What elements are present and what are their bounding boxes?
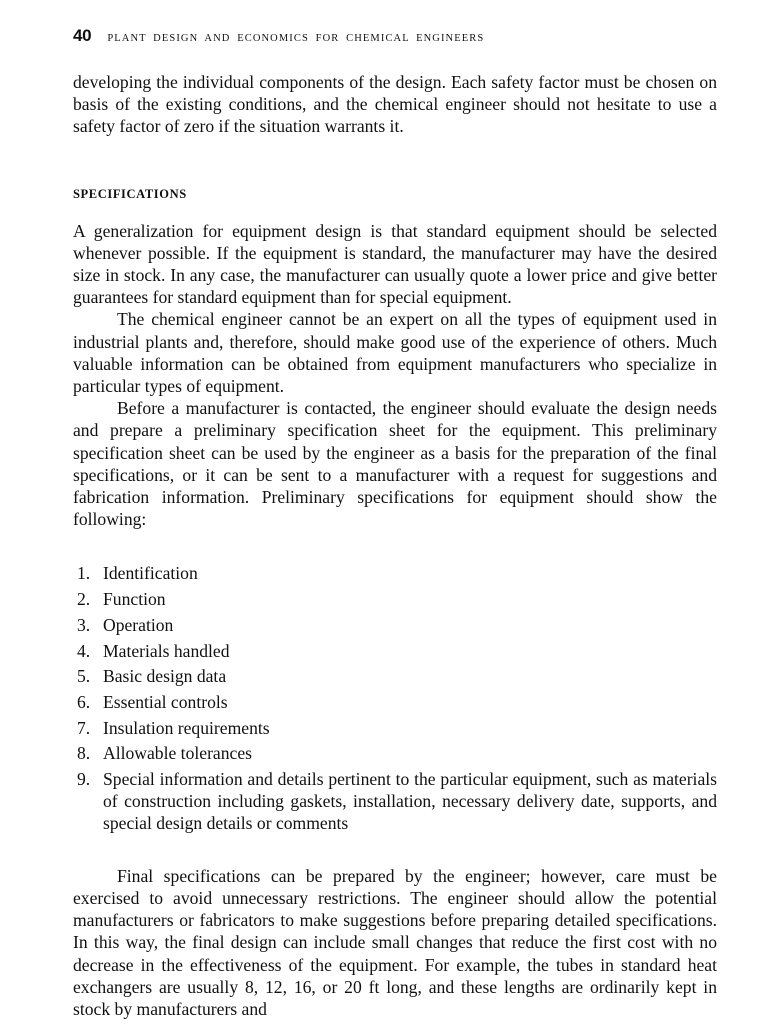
intro-paragraph: developing the individual components of the design. Each safety factor must be chosen on basis of the existing conditions, and the chemical engineer should not hesitate to use a safety factor of zero if the situation warrants it.: [73, 72, 717, 137]
list-item: [73, 614, 717, 636]
list-item-text: Materials handled: [103, 640, 230, 661]
section-heading: SPECIFICATIONS: [73, 186, 187, 201]
paragraph-expert-advice: The chemical engineer cannot be an expert on all the types of equipment used in industrial plants and, therefore, should make good use of the experience of others. Much valuable information can be obtained from equipment manufacturers who specialize in particular types of equipment.: [73, 309, 717, 397]
page-body: [73, 71, 717, 1020]
running-header: [73, 26, 484, 48]
list-item: [73, 742, 717, 764]
list-item: [73, 640, 717, 662]
list-item: [73, 665, 717, 687]
list-item: [73, 588, 717, 610]
list-item-number: 4.: [77, 640, 91, 661]
list-item-number: 3.: [77, 614, 91, 635]
list-item: [73, 691, 717, 713]
list-item-number: 9.: [77, 769, 91, 790]
page-number: 40: [73, 26, 92, 45]
list-item-text: Operation: [103, 614, 174, 635]
list-item-text: Basic design data: [103, 666, 227, 687]
list-item-text: Insulation requirements: [103, 717, 270, 738]
book-title: PLANT DESIGN AND ECONOMICS FOR CHEMICAL ENGINEERS: [107, 33, 485, 44]
list-item-number: 6.: [77, 691, 91, 712]
list-item-text: Identification: [103, 563, 198, 584]
specification-list: [73, 562, 717, 834]
list-item-text: Allowable tolerances: [103, 743, 252, 764]
list-item-number: 7.: [77, 717, 91, 738]
list-item-number: 2.: [77, 589, 91, 610]
list-item-text: Function: [103, 589, 166, 610]
list-item-text: Essential controls: [103, 691, 228, 712]
paragraph-final-specifications: Final specifications can be prepared by the engineer; however, care must be exercised to avoid unnecessary restrictions. The engineer should allow the potential manufacturers or fabricators to make suggestions before preparing detailed specifications. In this way, the final design can include small changes that reduce the first cost with no decrease in the effectiveness of the equipment. For example, the tubes in standard heat exchangers are usually 8, 12, 16, or 20 ft long, and these lengths are ordinarily kept in stock by manufacturers and: [73, 865, 717, 1019]
paragraph-preliminary-spec: Before a manufacturer is contacted, the engineer should evaluate the design needs and prepare a preliminary specification sheet for the equipment. This preliminary specification sheet can be used by the engineer as a basis for the preparation of the final specifications, or it can be sent to a manufacturer with a request for suggestions and fabrication information. Preliminary specifications for equipment should show the following:: [73, 398, 717, 530]
paragraph-standard-equipment: A generalization for equipment design is that standard equipment should be selected whenever possible. If the equipment is standard, the manufacturer may have the desired size in stock. In any case, the manufacturer can usually quote a lower price and give better guarantees for standard equipment than for special equipment.: [73, 220, 717, 308]
list-item-number: 5.: [77, 666, 91, 687]
list-item: [73, 717, 717, 739]
list-item-number: 8.: [77, 743, 91, 764]
list-item-text: Special information and details pertinent to the particular equipment, such as materials of construction including gaskets, installation, necessary delivery date, supports, and special design details or comments: [103, 769, 717, 834]
list-item-number: 1.: [77, 563, 91, 584]
list-item: [73, 768, 717, 835]
list-item: [73, 562, 717, 584]
